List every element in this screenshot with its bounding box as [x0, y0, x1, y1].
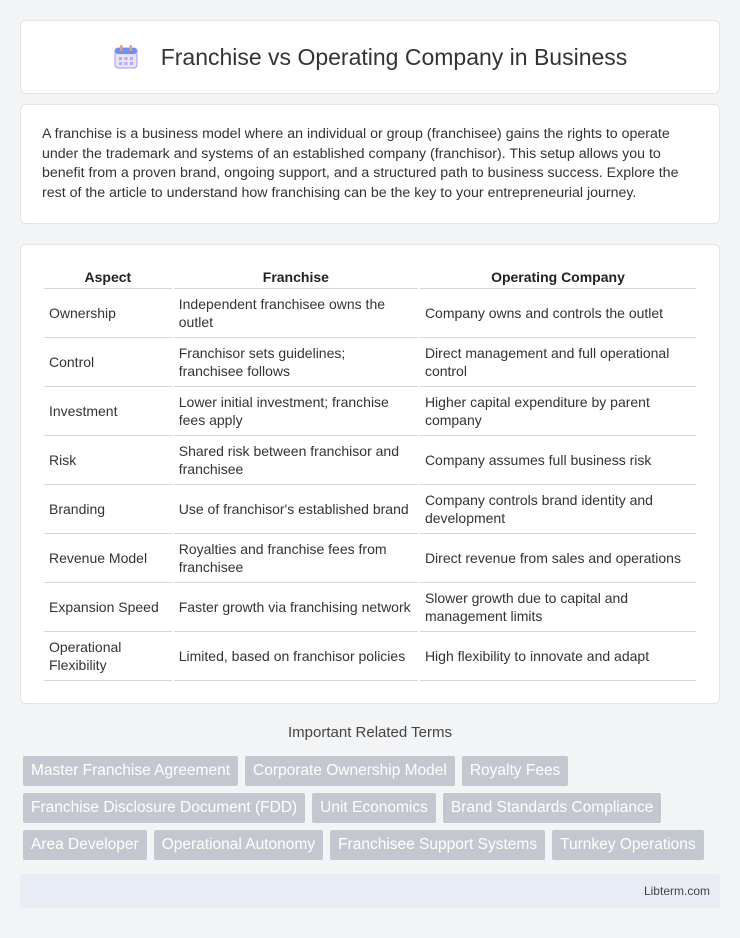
tag-row — [23, 793, 723, 823]
cell-operating-company: Slower growth due to capital and management limits — [420, 583, 696, 632]
cell-franchise: Faster growth via franchising network — [174, 583, 418, 632]
header-operating-company: Operating Company — [420, 263, 696, 289]
cell-operating-company: Higher capital expenditure by parent company — [420, 387, 696, 436]
table-row — [44, 534, 696, 583]
cell-aspect: Revenue Model — [44, 534, 172, 583]
cell-operating-company: Company owns and controls the outlet — [420, 289, 696, 338]
tag-corporate-ownership-model[interactable]: Corporate Ownership Model — [245, 756, 455, 786]
tag-turnkey-operations[interactable]: Turnkey Operations — [552, 830, 704, 860]
tag-brand-standards-compliance[interactable]: Brand Standards Compliance — [443, 793, 661, 823]
cell-aspect: Branding — [44, 485, 172, 534]
cell-franchise: Lower initial investment; franchise fees apply — [174, 387, 418, 436]
tag-row — [23, 830, 723, 860]
intro-paragraph: A franchise is a business model where an individual or group (franchisee) gains the rights to operate under the trademark and systems of an established company (franchisor). This setup allows you to benefit from a proven brand, ongoing support, and a structured path to business success. Explore the rest of the article to understand how franchising can be the key to your entrepreneurial journey. — [42, 126, 679, 201]
cell-aspect: Operational Flexibility — [44, 632, 172, 681]
table-header-row — [44, 263, 696, 289]
cell-franchise: Independent franchisee owns the outlet — [174, 289, 418, 338]
table-row — [44, 583, 696, 632]
cell-aspect: Expansion Speed — [44, 583, 172, 632]
tag-area-developer[interactable]: Area Developer — [23, 830, 147, 860]
tag-royalty-fees[interactable]: Royalty Fees — [462, 756, 568, 786]
calendar-icon — [113, 44, 139, 70]
cell-franchise: Royalties and franchise fees from franchisee — [174, 534, 418, 583]
table-row — [44, 632, 696, 681]
related-terms-heading: Important Related Terms — [288, 724, 452, 741]
cell-franchise: Franchisor sets guidelines; franchisee follows — [174, 338, 418, 387]
table-row — [44, 289, 696, 338]
cell-aspect: Risk — [44, 436, 172, 485]
header-franchise: Franchise — [174, 263, 418, 289]
tag-franchise-disclosure-document[interactable]: Franchise Disclosure Document (FDD) — [23, 793, 305, 823]
tag-unit-economics[interactable]: Unit Economics — [312, 793, 436, 823]
tag-franchisee-support-systems[interactable]: Franchisee Support Systems — [330, 830, 545, 860]
tag-row — [23, 756, 723, 786]
cell-operating-company: Direct management and full operational control — [420, 338, 696, 387]
cell-franchise: Use of franchisor's established brand — [174, 485, 418, 534]
header-aspect: Aspect — [44, 263, 172, 289]
tag-master-franchise-agreement[interactable]: Master Franchise Agreement — [23, 756, 238, 786]
title-card — [20, 20, 720, 94]
cell-operating-company: Company controls brand identity and development — [420, 485, 696, 534]
footer-brand-link[interactable]: Libterm.com — [643, 884, 710, 898]
table-row — [44, 338, 696, 387]
page-title: Franchise vs Operating Company in Business — [160, 43, 628, 70]
cell-aspect: Investment — [44, 387, 172, 436]
cell-operating-company: High flexibility to innovate and adapt — [420, 632, 696, 681]
cell-franchise: Limited, based on franchisor policies — [174, 632, 418, 681]
table-row — [44, 387, 696, 436]
cell-aspect: Ownership — [44, 289, 172, 338]
cell-aspect: Control — [44, 338, 172, 387]
footer — [20, 874, 720, 908]
table-row — [44, 485, 696, 534]
cell-franchise: Shared risk between franchisor and franchisee — [174, 436, 418, 485]
comparison-card — [20, 244, 720, 704]
cell-operating-company: Company assumes full business risk — [420, 436, 696, 485]
intro-card — [20, 104, 720, 224]
comparison-table — [42, 263, 698, 681]
tag-operational-autonomy[interactable]: Operational Autonomy — [154, 830, 323, 860]
related-terms-list — [23, 756, 723, 867]
table-row — [44, 436, 696, 485]
cell-operating-company: Direct revenue from sales and operations — [420, 534, 696, 583]
